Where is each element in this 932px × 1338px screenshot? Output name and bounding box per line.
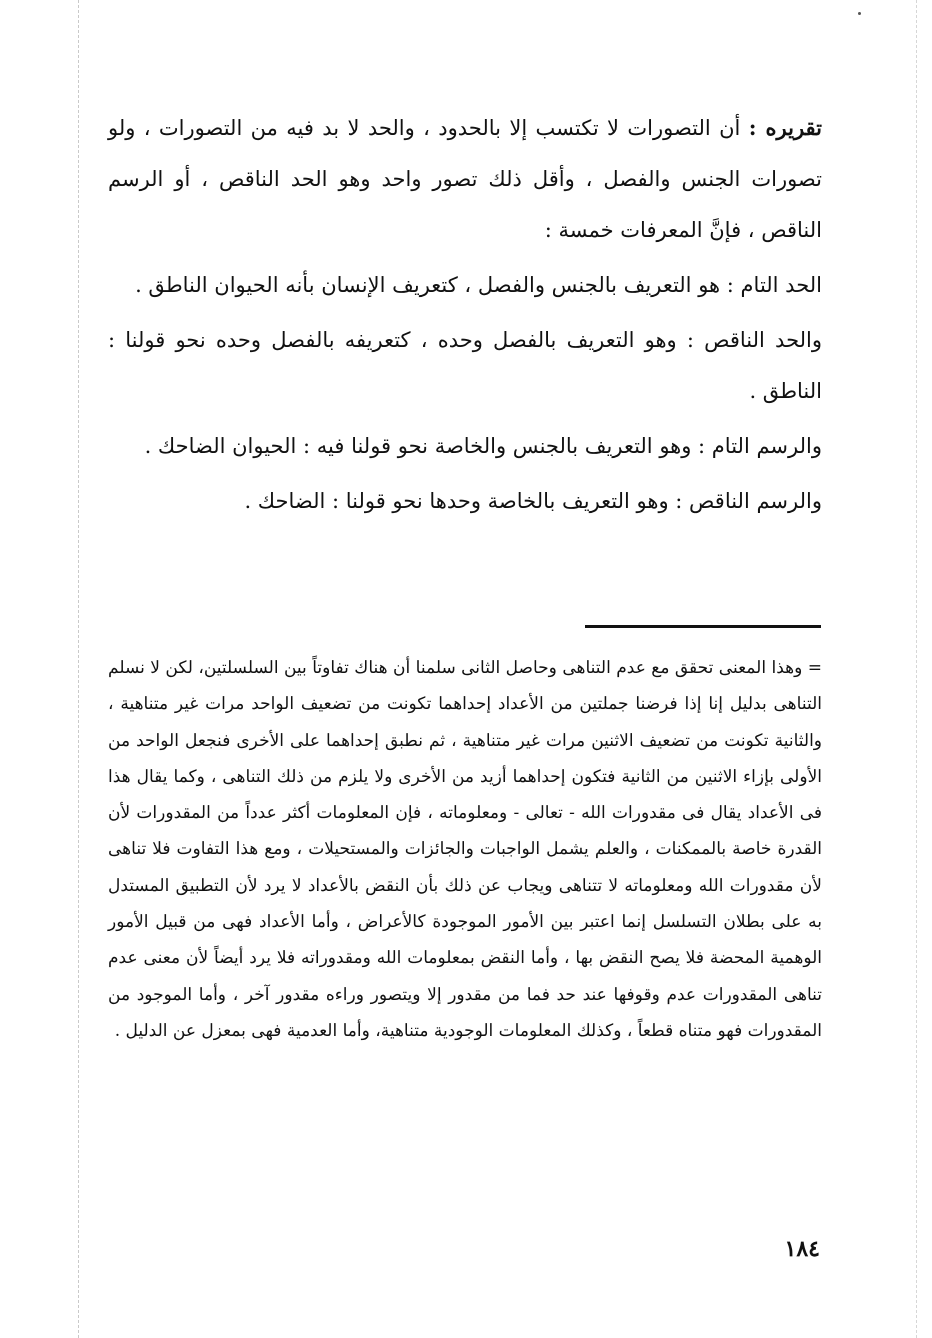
paragraph-complete-definition: الحد التام : هو التعريف بالجنس والفصل ، كتعريف الإنسان بأنه الحيوان الناطق .: [135, 273, 822, 297]
footnote-separator: [585, 625, 821, 628]
scan-edge-left: [78, 0, 79, 1338]
footnote-block: [108, 650, 822, 1049]
page-number: ١٨٤: [784, 1236, 820, 1262]
paragraph-complete-description: والرسم التام : وهو التعريف بالجنس والخاصة نحو قولنا فيه : الحيوان الضاحك .: [144, 434, 822, 458]
paragraph-body: أن التصورات لا تكتسب إلا بالحدود ، والحد لا بد فيه من التصورات ، ولو تصورات الجنس والفصل ، وأقل ذلك تصور واحد وهو الحد الناقص ، أو الرسم الناقص ، فإنَّ المعرفات خمسة :: [108, 116, 822, 242]
footnote-text: = وهذا المعنى تحقق مع عدم التناهى وحاصل الثانى سلمنا أن هناك تفاوتاً بين السلسلتين، لكن لا نسلم التناهى بدليل إنا إذا فرضنا جملتين من الأعداد إحداهما تكونت من تضعيف الواحد مرات غير متناهية ، والثانية تكونت من تضعيف الاثنين مرات غير متناهية ، ثم نطبق إحداهما على الأخرى فنجعل الواحد من الأولى بإزاء الاثنين من الثانية فتكون إحداهما أزيد من الأخرى ولا يلزم من ذلك التناهى ، وكما يقال هذا فى الأعداد يقال فى مقدورات الله - تعالى - ومعلوماته ، فإن المعلومات أكثر عدداً من المقدورات لأن القدرة خاصة بالممكنات ، والعلم يشمل الواجبات والجائزات والمستحيلات ، ومع هذا التفاوت فلا تناهى لأن مقدورات الله ومعلوماته لا تتناهى ويجاب عن ذلك بأن النقض بالأعداد لا يرد لأن التطبيق المستدل به على بطلان التسلسل إنما اعتبر بين الأمور الموجودة كالأعراض ، وأما الأعداد فهى من قبيل الأمور الوهمية المحضة فلا يصح النقض بها ، وأما النقض بمعلومات الله ومقدوراته فلا يرد أيضاً لأن معنى عدم تناهى المقدورات عدم وقوفها عند حد فما من مقدور إلا ويتصور وراءه مقدور آخر ، وأما الموجود من المقدورات فهو متناه قطعاً ، وكذلك المعلومات الوجودية متناهية، وأما العدمية فهى بمعزل عن الدليل .: [108, 658, 822, 1041]
scan-speck: [858, 12, 861, 15]
paragraph-incomplete-description: والرسم الناقص : وهو التعريف بالخاصة وحدها نحو قولنا : الضاحك .: [244, 489, 822, 513]
paragraph-definition-intro: [108, 102, 822, 256]
paragraph-lead-word: تقريره :: [748, 115, 822, 140]
paragraph-incomplete-definition: والحد الناقص : وهو التعريف بالفصل وحده ، كتعريفه بالفصل وحده نحو قولنا : الناطق .: [108, 328, 822, 403]
scan-edge-right: [916, 0, 917, 1338]
main-text-block: [108, 102, 822, 530]
